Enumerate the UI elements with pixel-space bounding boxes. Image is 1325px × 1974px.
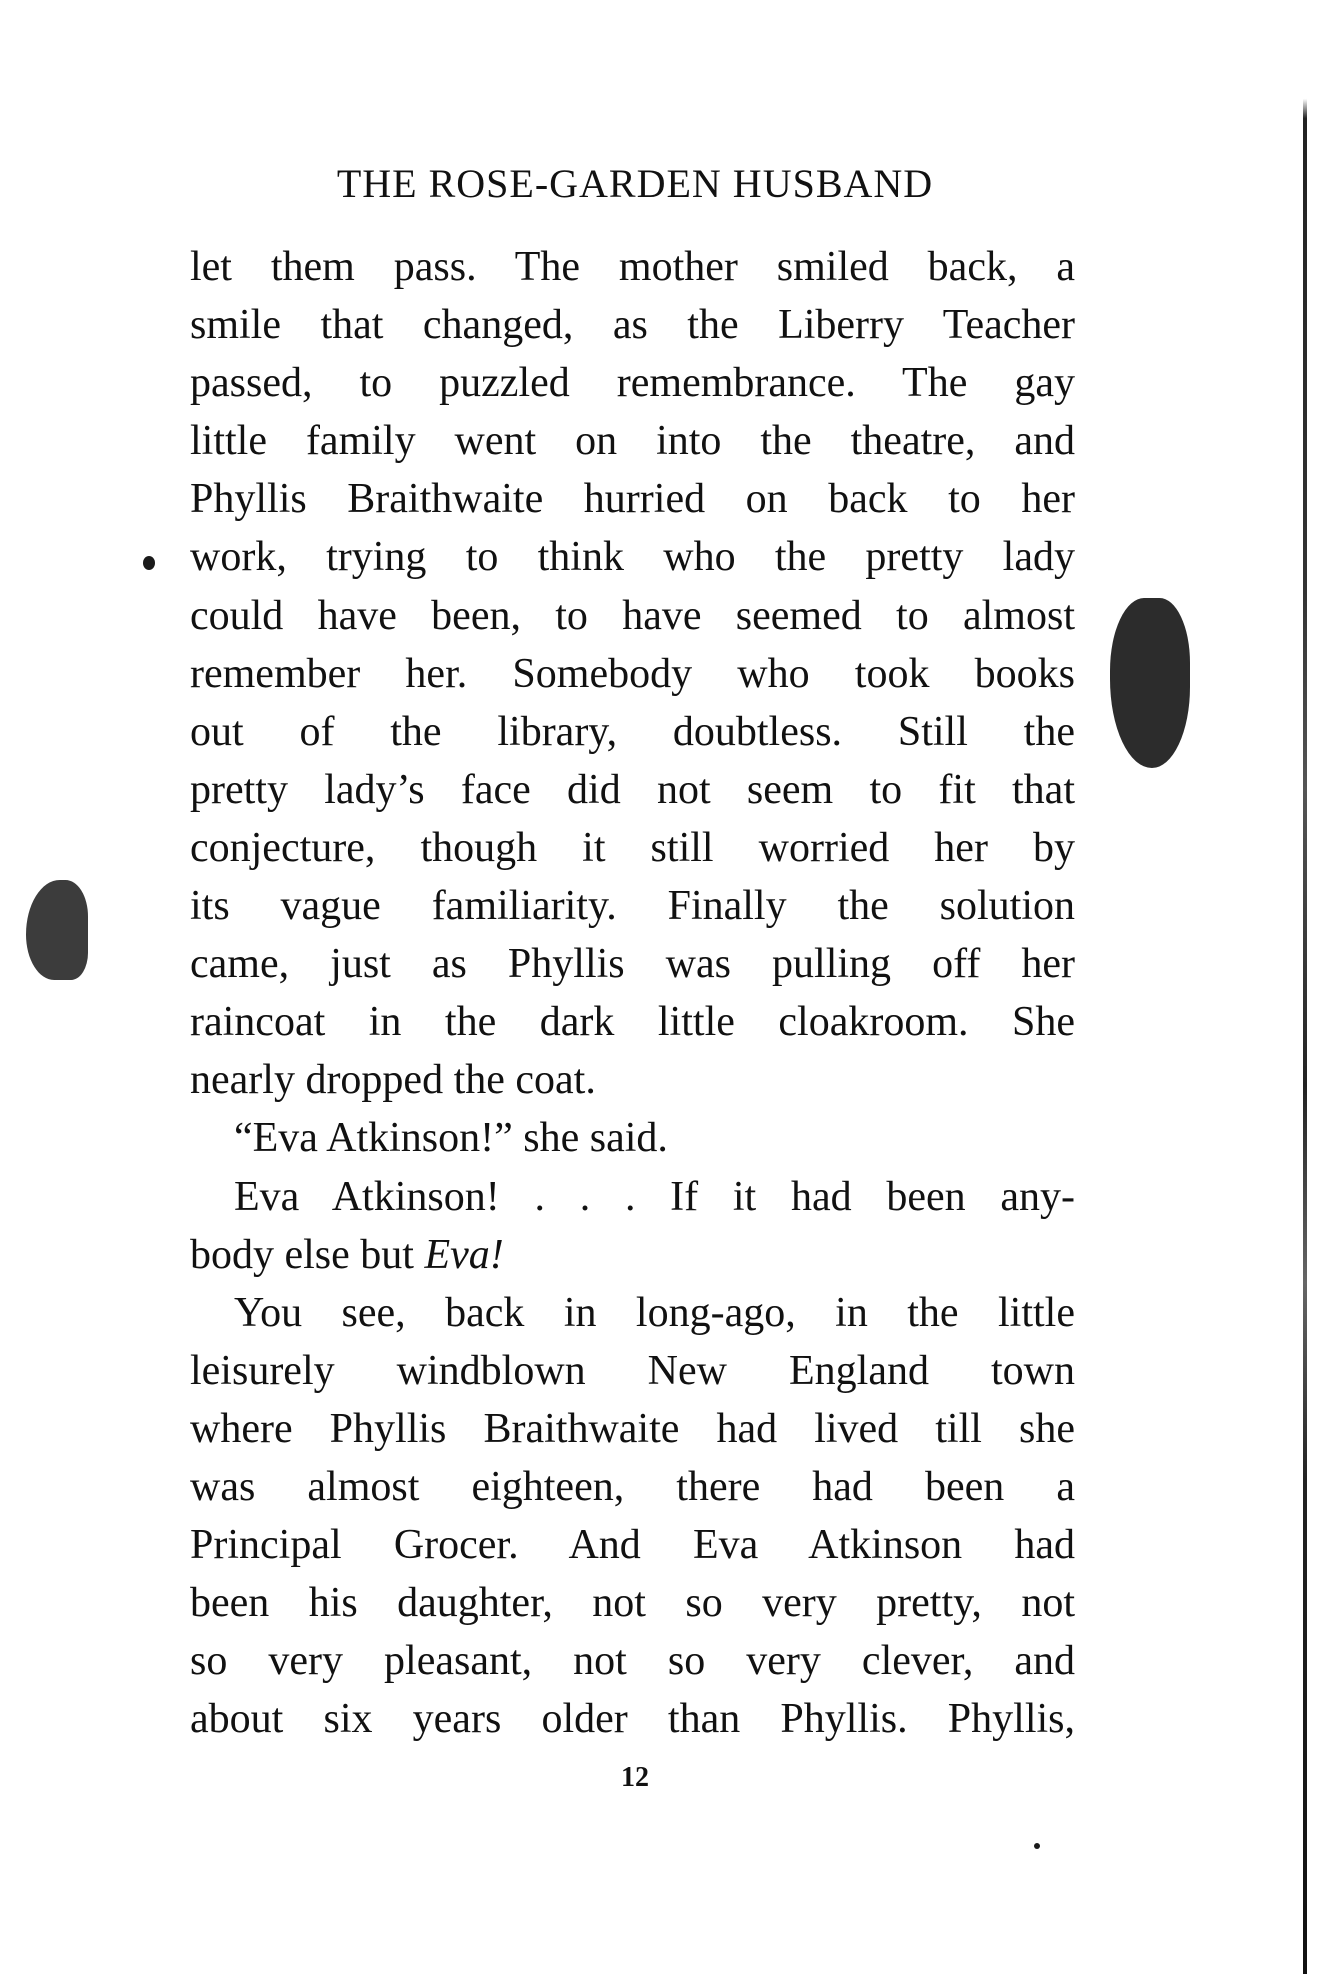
- text-line: [190, 993, 1075, 1051]
- text-line-content: Eva Atkinson! . . . If it had been any-: [234, 1173, 1075, 1220]
- text-line: [190, 1690, 1075, 1748]
- text-line-content: been his daughter, not so very pretty, not: [190, 1580, 1075, 1627]
- text-line-content: body else but: [190, 1231, 425, 1278]
- text-line: [190, 1516, 1075, 1574]
- binding-edge-shadow: [1303, 0, 1307, 1974]
- text-line-content: passed, to puzzled remembrance. The gay: [190, 360, 1075, 407]
- text-line: [190, 645, 1075, 703]
- text-line-content: smile that changed, as the Liberry Teacher: [190, 302, 1075, 349]
- text-line-content: where Phyllis Braithwaite had lived till she: [190, 1405, 1075, 1452]
- ink-blot-left: [26, 880, 88, 980]
- text-line: [190, 238, 1075, 296]
- text-line: [190, 1342, 1075, 1400]
- text-line: [190, 703, 1075, 761]
- text-line-content: “Eva Atkinson!” she said.: [234, 1115, 668, 1162]
- ink-speck-left: [143, 556, 155, 570]
- text-line-content: conjecture, though it still worried her by: [190, 824, 1075, 871]
- text-line: [190, 1226, 1075, 1284]
- text-line: [190, 1051, 1075, 1109]
- text-line: [190, 935, 1075, 993]
- text-line-content: You see, back in long-ago, in the little: [234, 1289, 1075, 1336]
- text-line: [190, 819, 1075, 877]
- text-line-content: its vague familiarity. Finally the solution: [190, 883, 1075, 930]
- text-line-content: pretty lady’s face did not seem to fit that: [190, 766, 1075, 813]
- italic-emphasis: Eva!: [424, 1231, 504, 1278]
- text-line: [190, 1109, 1075, 1167]
- text-line: [190, 1632, 1075, 1690]
- running-head: THE ROSE-GARDEN HUSBAND: [336, 161, 934, 206]
- text-line-content: Principal Grocer. And Eva Atkinson had: [190, 1522, 1075, 1569]
- text-line-content: was almost eighteen, there had been a: [190, 1463, 1075, 1510]
- text-line: [190, 296, 1075, 354]
- text-line: [190, 1458, 1075, 1516]
- text-line-content: nearly dropped the coat.: [190, 1057, 596, 1104]
- page-number: 12: [621, 1762, 649, 1793]
- text-line: [190, 470, 1075, 528]
- text-line: [190, 1574, 1075, 1632]
- body-text: [190, 238, 1075, 1748]
- text-line: [190, 412, 1075, 470]
- text-line-content: raincoat in the dark little cloakroom. She: [190, 999, 1075, 1046]
- text-line-content: came, just as Phyllis was pulling off her: [190, 941, 1075, 988]
- text-line-content: about six years older than Phyllis. Phyllis,: [190, 1696, 1075, 1743]
- text-line-content: let them pass. The mother smiled back, a: [190, 244, 1075, 290]
- text-line: [190, 528, 1075, 586]
- text-line-content: could have been, to have seemed to almost: [190, 592, 1075, 639]
- text-line: [190, 354, 1075, 412]
- text-line: [190, 761, 1075, 819]
- text-line: [190, 587, 1075, 645]
- text-line-content: remember her. Somebody who took books: [190, 650, 1075, 697]
- text-line: [190, 1168, 1075, 1226]
- ink-blot-right: [1110, 598, 1190, 768]
- text-line-content: leisurely windblown New England town: [190, 1347, 1075, 1394]
- text-line-content: little family went on into the theatre, and: [190, 418, 1075, 465]
- text-line-content: work, trying to think who the pretty lady: [190, 534, 1075, 581]
- ink-speck-bottom: [1034, 1843, 1040, 1849]
- text-line-content: so very pleasant, not so very clever, and: [190, 1638, 1075, 1685]
- text-line-content: out of the library, doubtless. Still the: [190, 708, 1075, 755]
- text-line: [190, 1400, 1075, 1458]
- text-line: [190, 877, 1075, 935]
- text-line: [190, 1284, 1075, 1342]
- text-line-content: Phyllis Braithwaite hurried on back to her: [190, 476, 1075, 523]
